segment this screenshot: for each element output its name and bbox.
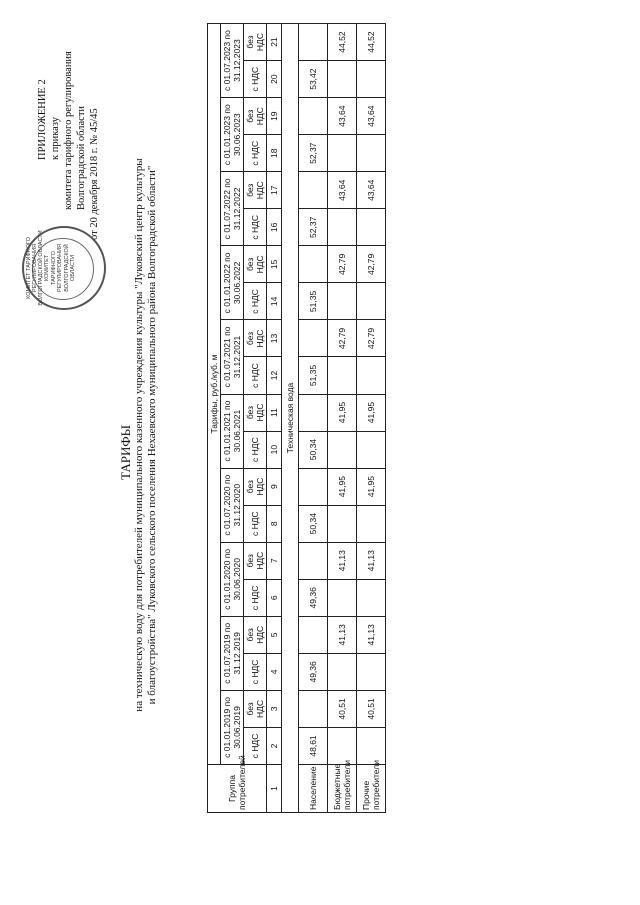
period-header: с 01.01.2019 по 30.06.2019 bbox=[221, 690, 244, 764]
without-vat-header: без НДС bbox=[244, 246, 267, 283]
column-number: 4 bbox=[267, 653, 282, 690]
tariff-value-cell: 41,13 bbox=[328, 616, 357, 653]
tariff-value-cell bbox=[299, 98, 328, 135]
tariff-value-cell: 41,95 bbox=[328, 468, 357, 505]
column-number: 11 bbox=[267, 394, 282, 431]
consumer-group-cell: Население bbox=[299, 765, 328, 813]
tariff-value-cell bbox=[299, 616, 328, 653]
table-row bbox=[357, 24, 386, 813]
tariff-value-cell bbox=[328, 431, 357, 468]
tariff-value-cell bbox=[299, 24, 328, 61]
without-vat-header: без НДС bbox=[244, 616, 267, 653]
without-vat-header: без НДС bbox=[244, 468, 267, 505]
column-number: 16 bbox=[267, 209, 282, 246]
tariff-value-cell: 40,51 bbox=[328, 690, 357, 727]
with-vat-header: с НДС bbox=[244, 357, 267, 394]
tariff-value-cell: 48,61 bbox=[299, 727, 328, 764]
tariff-value-cell bbox=[328, 653, 357, 690]
with-vat-header: с НДС bbox=[244, 653, 267, 690]
column-number: 12 bbox=[267, 357, 282, 394]
tariff-value-cell: 42,79 bbox=[328, 246, 357, 283]
without-vat-header: без НДС bbox=[244, 172, 267, 209]
vat-header-row bbox=[244, 24, 267, 813]
tariff-value-cell bbox=[299, 468, 328, 505]
tariff-value-cell: 40,51 bbox=[357, 690, 386, 727]
document-title: ТАРИФЫ bbox=[118, 425, 133, 480]
tariff-value-cell: 43,64 bbox=[328, 98, 357, 135]
column-number: 1 bbox=[267, 765, 282, 813]
table-header-row-1 bbox=[208, 24, 221, 813]
tariff-value-cell: 51,35 bbox=[299, 283, 328, 320]
without-vat-header: без НДС bbox=[244, 98, 267, 135]
period-header: с 01.07.2020 по 31.12.2020 bbox=[221, 468, 244, 542]
column-number: 15 bbox=[267, 246, 282, 283]
column-number: 13 bbox=[267, 320, 282, 357]
tariff-value-cell: 52,37 bbox=[299, 209, 328, 246]
tariff-value-cell bbox=[357, 431, 386, 468]
column-number: 18 bbox=[267, 135, 282, 172]
without-vat-header: без НДС bbox=[244, 690, 267, 727]
tariff-value-cell bbox=[357, 579, 386, 616]
tariff-value-cell: 42,79 bbox=[328, 320, 357, 357]
tariff-value-cell: 41,95 bbox=[328, 394, 357, 431]
column-number: 6 bbox=[267, 579, 282, 616]
tariff-value-cell bbox=[357, 61, 386, 98]
without-vat-header: без НДС bbox=[244, 320, 267, 357]
tariff-value-cell bbox=[328, 209, 357, 246]
tariff-value-cell bbox=[357, 209, 386, 246]
tariff-value-cell bbox=[357, 283, 386, 320]
tariff-value-cell bbox=[299, 690, 328, 727]
period-header: с 01.07.2023 по 31.12.2023 bbox=[221, 24, 244, 98]
tariff-value-cell bbox=[357, 357, 386, 394]
tariff-value-cell bbox=[328, 283, 357, 320]
column-number: 20 bbox=[267, 61, 282, 98]
column-number: 17 bbox=[267, 172, 282, 209]
with-vat-header: с НДС bbox=[244, 283, 267, 320]
tariff-value-cell: 49,36 bbox=[299, 579, 328, 616]
tariff-value-cell bbox=[299, 320, 328, 357]
tariff-table bbox=[207, 23, 386, 813]
tariff-value-cell: 53,42 bbox=[299, 61, 328, 98]
column-number: 8 bbox=[267, 505, 282, 542]
with-vat-header: с НДС bbox=[244, 579, 267, 616]
table-body bbox=[282, 24, 386, 813]
seal-outer-text: КОМИТЕТ ТАРИФНОГО РЕГУЛИРОВАНИЯ ВОЛГОГРАДСКОЙ ОБЛАСТИ bbox=[26, 230, 44, 306]
tariff-value-cell: 52,37 bbox=[299, 135, 328, 172]
table-row bbox=[299, 24, 328, 813]
tariff-value-cell bbox=[357, 505, 386, 542]
tariff-value-cell bbox=[357, 727, 386, 764]
tariff-value-cell bbox=[299, 394, 328, 431]
tariff-value-cell: 41,95 bbox=[357, 394, 386, 431]
tariff-value-cell bbox=[299, 246, 328, 283]
column-number: 10 bbox=[267, 431, 282, 468]
tariff-value-cell: 43,64 bbox=[357, 172, 386, 209]
tariff-value-cell: 49,36 bbox=[299, 653, 328, 690]
without-vat-header: без НДС bbox=[244, 394, 267, 431]
column-number: 14 bbox=[267, 283, 282, 320]
tariff-value-cell bbox=[328, 727, 357, 764]
column-number: 7 bbox=[267, 542, 282, 579]
column-number: 21 bbox=[267, 24, 282, 61]
period-header-row bbox=[221, 24, 244, 813]
tariff-value-cell: 41,95 bbox=[357, 468, 386, 505]
tariff-value-cell: 41,13 bbox=[328, 542, 357, 579]
section-row bbox=[282, 24, 299, 813]
column-number: 19 bbox=[267, 98, 282, 135]
column-number: 3 bbox=[267, 690, 282, 727]
without-vat-header: без НДС bbox=[244, 542, 267, 579]
with-vat-header: с НДС bbox=[244, 135, 267, 172]
tariff-value-cell bbox=[328, 357, 357, 394]
tariff-value-cell: 50,34 bbox=[299, 431, 328, 468]
appendix-date: от 20 декабря 2018 г. № 45/45 bbox=[89, 108, 100, 240]
tariff-value-cell: 44,52 bbox=[328, 24, 357, 61]
tariff-value-cell bbox=[328, 579, 357, 616]
period-header: с 01.01.2020 по 30.06.2020 bbox=[221, 542, 244, 616]
tariff-value-cell: 43,64 bbox=[357, 98, 386, 135]
tariff-value-cell: 42,79 bbox=[357, 246, 386, 283]
column-number-row bbox=[267, 24, 282, 813]
column-number: 9 bbox=[267, 468, 282, 505]
column-number: 5 bbox=[267, 616, 282, 653]
period-header: с 01.07.2022 по 31.12.2022 bbox=[221, 172, 244, 246]
tariff-units-header: Тарифы, руб./куб. м bbox=[208, 24, 221, 765]
section-title: Техническая вода bbox=[282, 24, 299, 813]
period-header: с 01.01.2021 по 30.06.2021 bbox=[221, 394, 244, 468]
period-header: с 01.01.2023 по 30.06.2023 bbox=[221, 98, 244, 172]
appendix-order: к приказу bbox=[50, 117, 61, 160]
tariff-value-cell bbox=[328, 61, 357, 98]
column-number: 2 bbox=[267, 727, 282, 764]
tariff-value-cell: 42,79 bbox=[357, 320, 386, 357]
tariff-value-cell bbox=[299, 172, 328, 209]
with-vat-header: с НДС bbox=[244, 505, 267, 542]
tariff-value-cell bbox=[328, 135, 357, 172]
appendix-committee: комитета тарифного регулирования bbox=[63, 51, 74, 210]
document-subtitle bbox=[133, 115, 159, 755]
tariff-value-cell bbox=[328, 505, 357, 542]
tariff-value-cell: 41,13 bbox=[357, 616, 386, 653]
table-row bbox=[328, 24, 357, 813]
tariff-value-cell: 44,52 bbox=[357, 24, 386, 61]
with-vat-header: с НДС bbox=[244, 61, 267, 98]
tariff-value-cell bbox=[357, 653, 386, 690]
period-header: с 01.07.2019 по 31.12.2019 bbox=[221, 616, 244, 690]
tariff-value-cell: 41,13 bbox=[357, 542, 386, 579]
appendix-title: ПРИЛОЖЕНИЕ 2 bbox=[37, 79, 48, 160]
consumer-group-cell: Прочие потребители bbox=[357, 765, 386, 813]
appendix-region: Волгоградской области bbox=[76, 105, 87, 210]
period-header: с 01.01.2022 по 30.06.2022 bbox=[221, 246, 244, 320]
seal-inner-text: КОМИТЕТ ТАРИФНОГО РЕГУЛИРОВАНИЯ ВОЛГОГРАДСКОЙ ОБЛАСТИ bbox=[44, 243, 76, 293]
tariff-value-cell bbox=[299, 542, 328, 579]
with-vat-header: с НДС bbox=[244, 209, 267, 246]
group-column-header: Группа потребителей bbox=[208, 765, 267, 813]
subtitle-line-2: и благоустройства" Луковского сельского поселения Нехаевского муниципального района Волгоградской области" bbox=[146, 165, 158, 705]
subtitle-line-1: на техническую воду для потребителей муниципального казенного учреждения культуры "Луковский центр культуры bbox=[133, 158, 145, 712]
tariff-value-cell bbox=[357, 135, 386, 172]
consumer-group-cell: Бюджетные потребители bbox=[328, 765, 357, 813]
tariff-value-cell: 51,35 bbox=[299, 357, 328, 394]
with-vat-header: с НДС bbox=[244, 727, 267, 764]
period-header: с 01.07.2021 по 31.12.2021 bbox=[221, 320, 244, 394]
without-vat-header: без НДС bbox=[244, 24, 267, 61]
tariff-value-cell: 50,34 bbox=[299, 505, 328, 542]
with-vat-header: с НДС bbox=[244, 431, 267, 468]
tariff-value-cell: 43,64 bbox=[328, 172, 357, 209]
official-seal-stamp bbox=[22, 226, 106, 310]
